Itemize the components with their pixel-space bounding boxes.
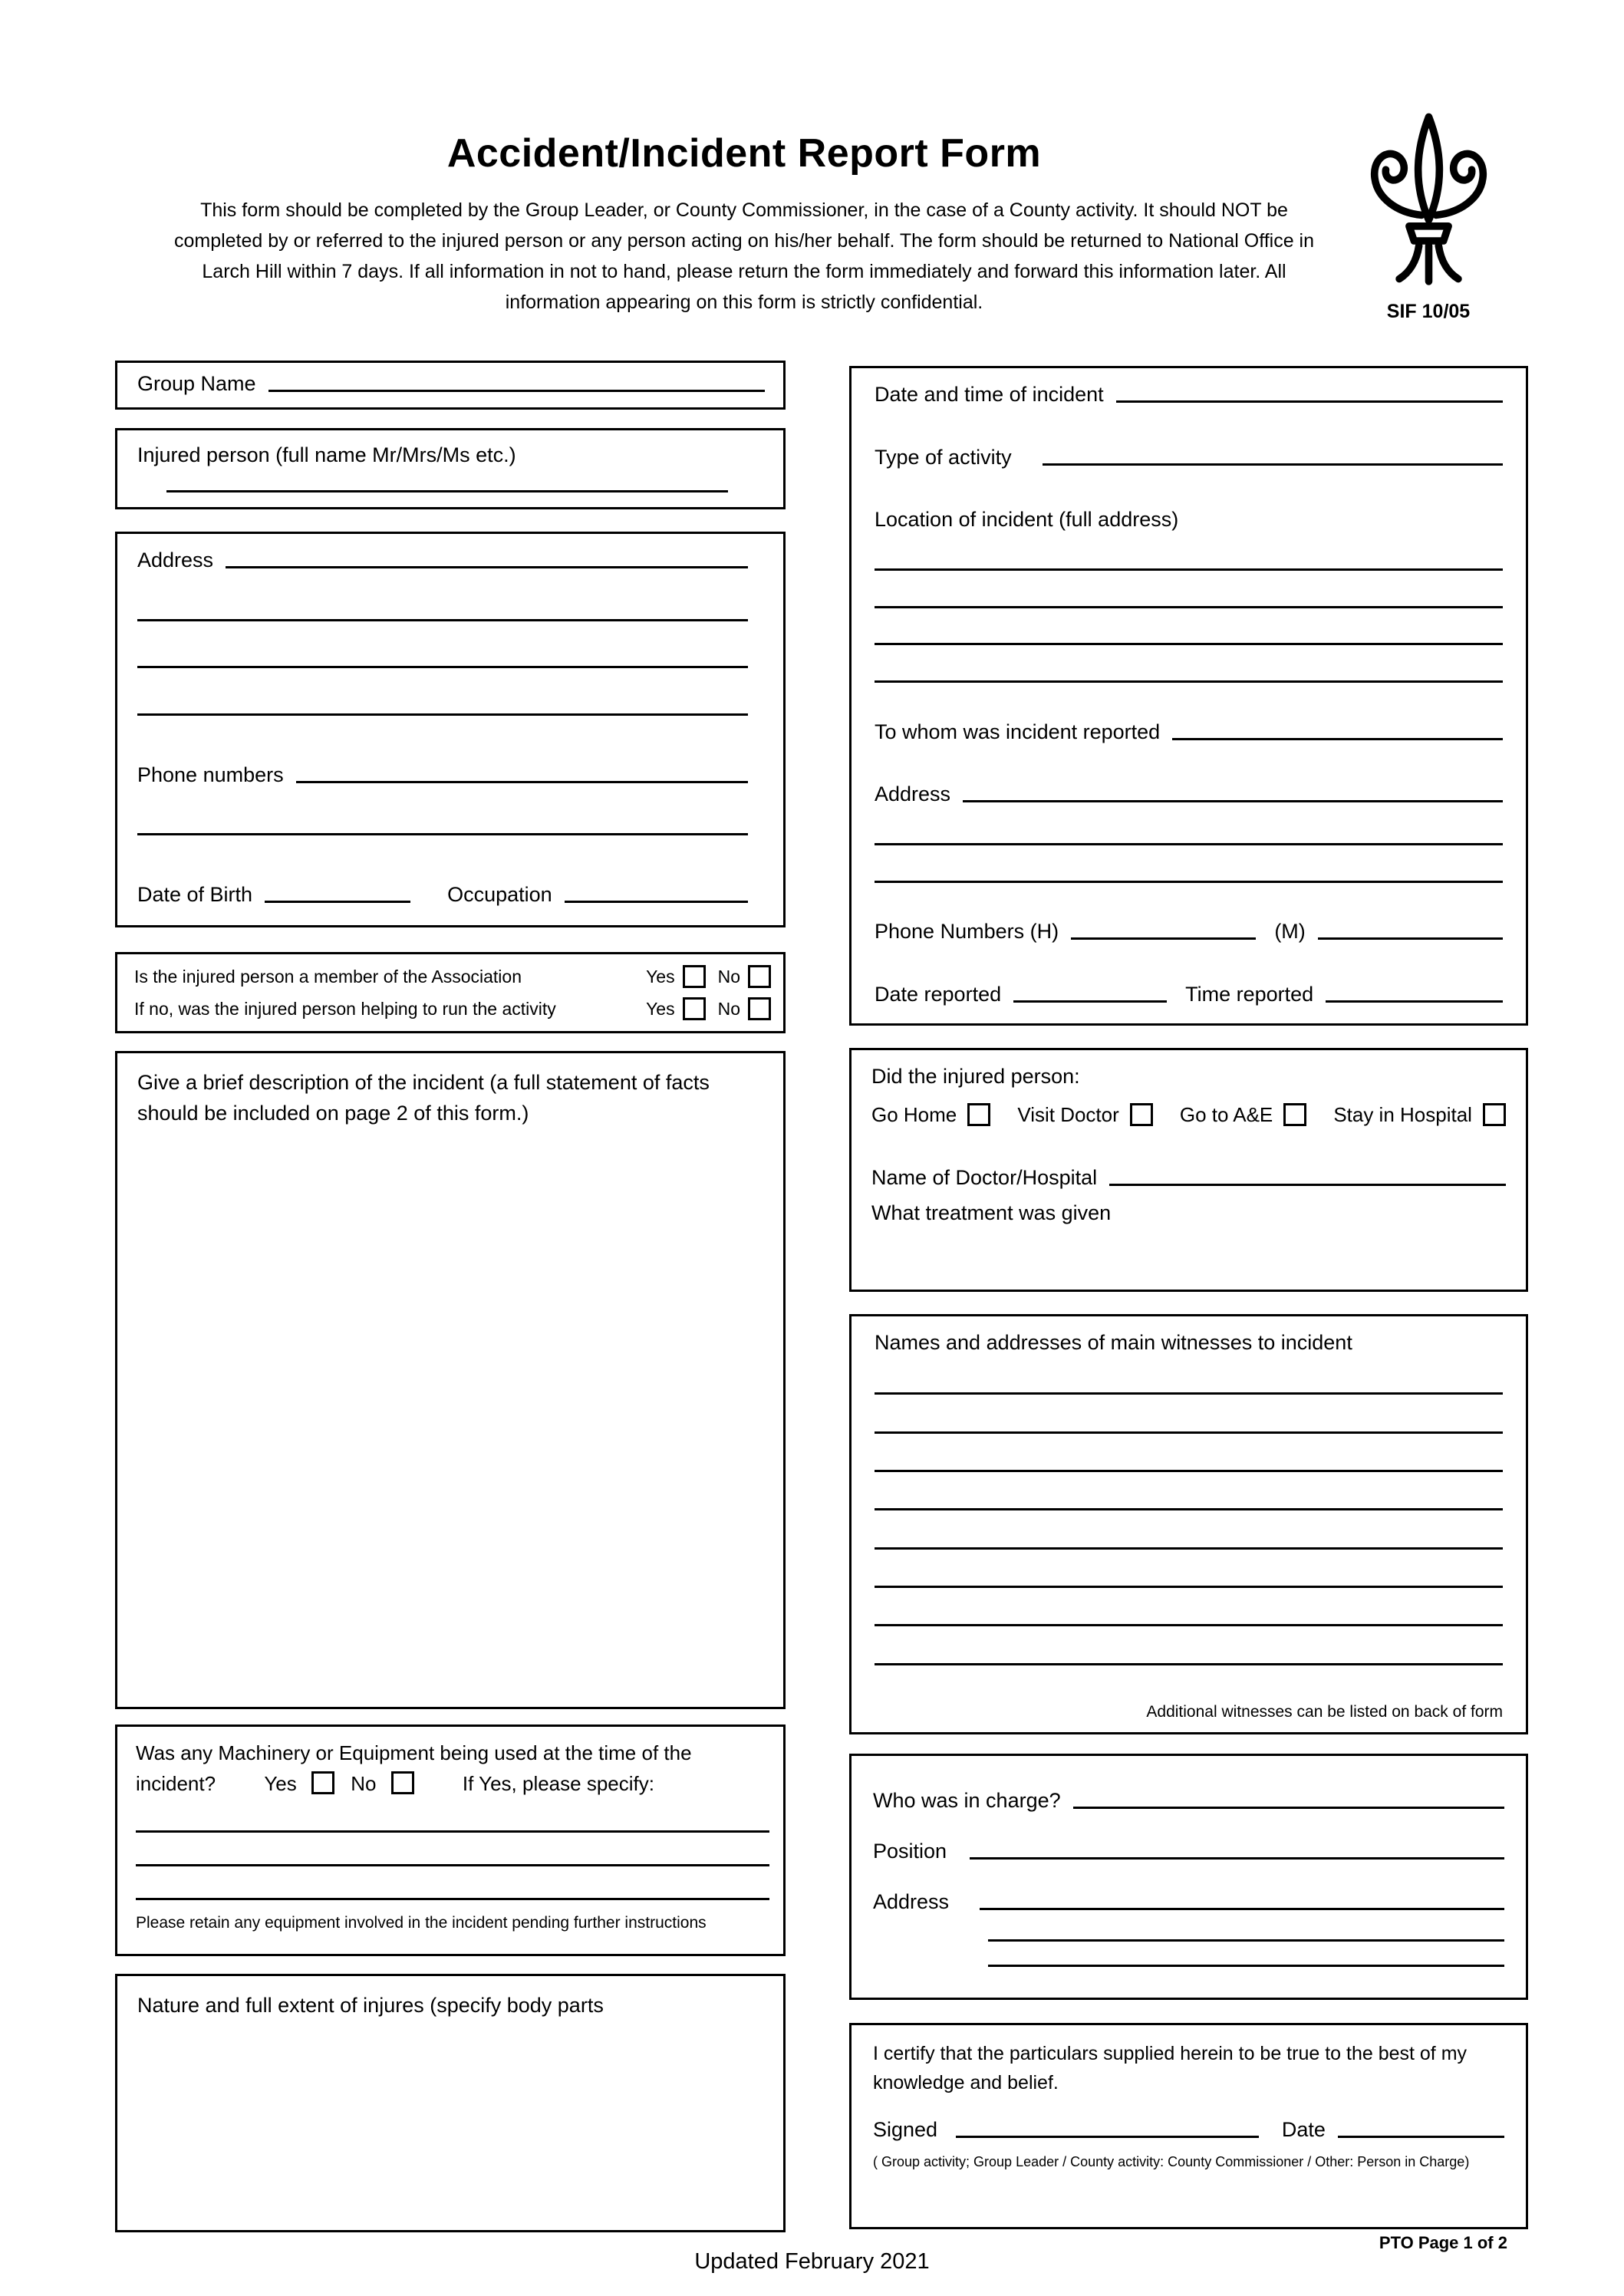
member-yes-label: Yes (646, 967, 675, 987)
incident-address-label: Address (875, 782, 951, 806)
injuries-write-area[interactable] (137, 2021, 763, 2216)
address-field[interactable] (226, 566, 748, 568)
reported-to-label: To whom was incident reported (875, 720, 1161, 743)
time-reported-field[interactable] (1326, 1000, 1503, 1003)
witness-blank-line[interactable] (875, 1470, 1503, 1472)
footer-updated: Updated February 2021 (694, 2249, 930, 2274)
treatment-label: What treatment was given (871, 1201, 1112, 1224)
outcome-label: Did the injured person: (871, 1065, 1080, 1088)
witness-blank-line[interactable] (875, 1431, 1503, 1434)
left-column (115, 361, 786, 2232)
address-blank-line[interactable] (137, 619, 748, 621)
machinery-no-checkbox[interactable] (391, 1771, 414, 1794)
dob-field[interactable] (265, 901, 410, 903)
fleur-de-lis-icon (1336, 112, 1520, 296)
incident-address-blank-line[interactable] (875, 843, 1503, 845)
machinery-specify-label: If Yes, please specify: (462, 1772, 654, 1795)
go-to-ae-checkbox[interactable] (1283, 1103, 1306, 1126)
position-label: Position (873, 1840, 947, 1863)
address-blank-line[interactable] (137, 666, 748, 668)
intro-line: Larch Hill within 7 days. If all information in not to hand, please return the form immediately and forward this information later. All (202, 261, 1286, 282)
reported-to-field[interactable] (1172, 738, 1503, 740)
member-yes-checkbox[interactable] (683, 965, 706, 988)
option-go-home-label: Go Home (871, 1103, 957, 1126)
location-blank-line[interactable] (875, 568, 1503, 571)
dob-label: Date of Birth (137, 882, 253, 906)
phone-m-label: (M) (1274, 920, 1306, 944)
injuries-box (115, 1974, 786, 2232)
machinery-yes-label: Yes (264, 1772, 297, 1795)
sif-code: SIF 10/05 (1386, 301, 1471, 322)
form-header (146, 129, 1342, 318)
time-reported-label: Time reported (1185, 982, 1314, 1006)
phone-h-field[interactable] (1071, 937, 1256, 940)
injured-person-box (115, 428, 786, 509)
visit-doctor-checkbox[interactable] (1130, 1103, 1153, 1126)
date-reported-field[interactable] (1013, 1000, 1167, 1003)
location-blank-line[interactable] (875, 606, 1503, 608)
machinery-note: Please retain any equipment involved in the incident pending further instructions (136, 1914, 707, 1932)
member-no-label: No (717, 967, 740, 987)
injuries-label: Nature and full extent of injures (specify body parts (137, 1994, 604, 2017)
group-name-label: Group Name (137, 372, 256, 395)
doctor-hospital-label: Name of Doctor/Hospital (871, 1166, 1098, 1189)
membership-box (115, 952, 786, 1033)
in-charge-blank-line[interactable] (988, 1939, 1504, 1942)
witness-blank-line[interactable] (875, 1392, 1503, 1395)
incident-details-box (849, 366, 1528, 1026)
incident-datetime-label: Date and time of incident (875, 383, 1104, 406)
machinery-blank-line[interactable] (136, 1864, 769, 1866)
phone-numbers-field[interactable] (296, 781, 748, 783)
machinery-no-label: No (351, 1772, 377, 1795)
option-go-to-ae-label: Go to A&E (1179, 1103, 1273, 1126)
certify-date-field[interactable] (1338, 2136, 1504, 2138)
phone-m-field[interactable] (1318, 937, 1503, 940)
intro-line: information appearing on this form is strictly confidential. (505, 292, 983, 313)
address-blank-line[interactable] (137, 713, 748, 716)
helper-no-checkbox[interactable] (748, 997, 771, 1020)
position-field[interactable] (970, 1857, 1504, 1860)
phone-numbers-label: Phone numbers (137, 763, 284, 786)
incident-datetime-field[interactable] (1116, 400, 1503, 403)
doctor-hospital-field[interactable] (1109, 1184, 1506, 1186)
option-visit-doctor-label: Visit Doctor (1017, 1103, 1119, 1126)
stay-in-hospital-checkbox[interactable] (1483, 1103, 1506, 1126)
footer-pto: PTO Page 1 of 2 (1379, 2233, 1507, 2252)
injured-person-field[interactable] (166, 490, 728, 492)
helper-yes-label: Yes (646, 998, 675, 1019)
description-write-area[interactable] (137, 1128, 763, 1693)
who-in-charge-field[interactable] (1073, 1807, 1504, 1809)
activity-label: Type of activity (875, 445, 1012, 469)
in-charge-blank-line[interactable] (988, 1965, 1504, 1967)
machinery-blank-line[interactable] (136, 1830, 769, 1833)
witness-blank-line[interactable] (875, 1624, 1503, 1626)
location-blank-line[interactable] (875, 680, 1503, 683)
group-name-box (115, 361, 786, 410)
occupation-field[interactable] (565, 901, 748, 903)
helper-yes-checkbox[interactable] (683, 997, 706, 1020)
witness-blank-line[interactable] (875, 1663, 1503, 1665)
intro-line: completed by or referred to the injured person or any person acting on his/her behalf. The form should be returned to National Office in (173, 230, 1315, 252)
in-charge-address-field[interactable] (980, 1908, 1504, 1910)
option-stay-in-hospital-label: Stay in Hospital (1333, 1103, 1472, 1126)
member-no-checkbox[interactable] (748, 965, 771, 988)
group-name-field[interactable] (268, 390, 765, 392)
page-title: Accident/Incident Report Form (446, 131, 1042, 176)
signed-label: Signed (873, 2118, 938, 2141)
certify-note: ( Group activity; Group Leader / County activity: County Commissioner / Other: Person in Charge) (873, 2154, 1470, 2169)
intro-line: This form should be completed by the Group Leader, or County Commissioner, in the case of a County activity. It should NOT be (200, 199, 1288, 221)
description-label: Give a brief description of the incident (a full statement of facts should be included on page 2 of this form.) (137, 1071, 710, 1125)
witness-blank-line[interactable] (875, 1547, 1503, 1550)
witnesses-label: Names and addresses of main witnesses to incident (875, 1331, 1352, 1354)
outcome-box (849, 1048, 1528, 1292)
certify-date-label: Date (1281, 2118, 1326, 2141)
address-label: Address (137, 548, 214, 572)
scout-logo (1336, 112, 1520, 323)
injured-person-label: Injured person (full name Mr/Mrs/Ms etc.) (137, 443, 516, 466)
certify-statement: I certify that the particulars supplied herein to be true to the best of my knowledge and belief. (873, 2043, 1468, 2093)
in-charge-address-label: Address (873, 1890, 950, 1914)
machinery-yes-checkbox[interactable] (311, 1771, 334, 1794)
witnesses-note: Additional witnesses can be listed on back of form (1146, 1702, 1503, 1721)
phone-h-label: Phone Numbers (H) (875, 920, 1059, 944)
incident-address-blank-line[interactable] (875, 881, 1503, 883)
helper-question: If no, was the injured person helping to run the activity (134, 998, 556, 1019)
signed-field[interactable] (956, 2136, 1259, 2138)
activity-field[interactable] (1043, 463, 1503, 466)
machinery-question: Was any Machinery or Equipment being used at the time of the incident? (136, 1741, 692, 1795)
occupation-label: Occupation (447, 882, 552, 906)
witness-blank-line[interactable] (875, 1508, 1503, 1510)
machinery-box (115, 1724, 786, 1956)
certify-box (849, 2023, 1528, 2229)
member-question: Is the injured person a member of the Association (134, 967, 522, 987)
incident-address-field[interactable] (963, 800, 1503, 802)
in-charge-box (849, 1754, 1528, 2000)
who-in-charge-label: Who was in charge? (873, 1789, 1061, 1813)
date-reported-label: Date reported (875, 982, 1002, 1006)
right-column (849, 366, 1528, 2229)
description-box (115, 1051, 786, 1709)
location-blank-line[interactable] (875, 643, 1503, 645)
go-home-checkbox[interactable] (967, 1103, 990, 1126)
address-box (115, 532, 786, 927)
machinery-blank-line[interactable] (136, 1898, 769, 1900)
helper-no-label: No (717, 998, 740, 1019)
witness-blank-line[interactable] (875, 1586, 1503, 1588)
witnesses-box (849, 1314, 1528, 1734)
phone-blank-line[interactable] (137, 833, 748, 835)
location-label: Location of incident (full address) (875, 508, 1179, 532)
